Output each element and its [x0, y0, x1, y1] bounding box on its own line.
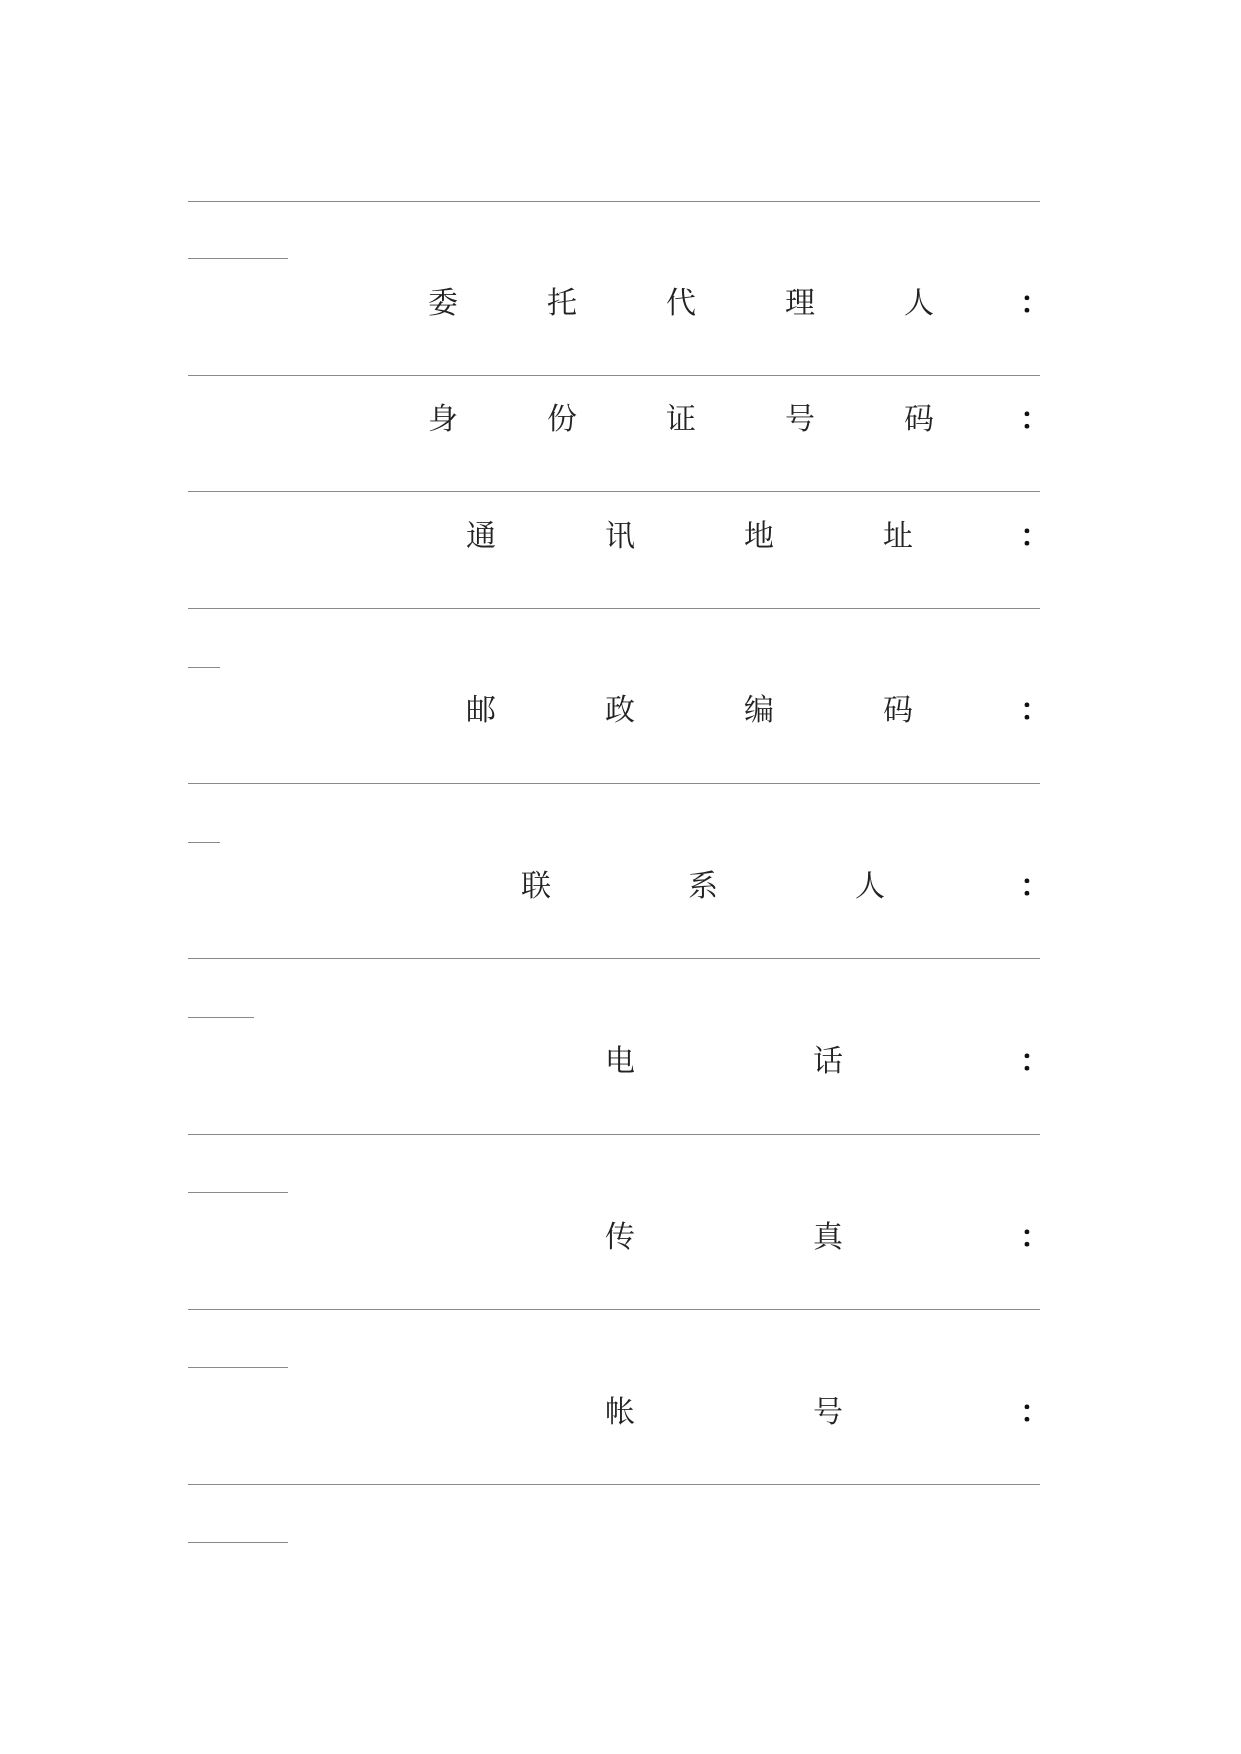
field-label-postcode	[0, 691, 1241, 731]
label-char: 真	[813, 1220, 843, 1255]
label-colon: ：	[1020, 402, 1050, 437]
account-fill-line	[188, 1484, 1040, 1485]
label-char: 讯	[605, 519, 635, 554]
field-label-contact	[0, 867, 1241, 907]
contact-fill-line-tail	[188, 1017, 254, 1018]
label-char: 系	[688, 869, 718, 904]
label-char: 传	[605, 1220, 635, 1255]
label-char: 电	[605, 1044, 635, 1079]
label-char: 人	[904, 286, 934, 321]
label-char: 委	[428, 286, 458, 321]
label-char: 码	[883, 693, 913, 728]
field-label-id-number	[0, 400, 1241, 440]
label-char: 联	[521, 869, 551, 904]
fill-line	[188, 201, 1040, 202]
label-colon: ：	[1020, 693, 1050, 728]
label-char: 编	[744, 693, 774, 728]
phone-fill-line-tail	[188, 1192, 288, 1193]
label-colon: ：	[1020, 1044, 1050, 1079]
field-label-agent	[0, 284, 1241, 324]
fill-line-tail	[188, 258, 288, 259]
label-char: 份	[547, 402, 577, 437]
account-fill-line-tail	[188, 1542, 288, 1543]
label-char: 地	[744, 519, 774, 554]
label-char: 号	[785, 402, 815, 437]
address-fill-line-tail	[188, 667, 220, 668]
field-label-fax	[0, 1218, 1241, 1258]
field-label-address	[0, 517, 1241, 557]
label-char: 身	[428, 402, 458, 437]
label-char: 址	[883, 519, 913, 554]
postcode-fill-line-tail	[188, 842, 220, 843]
postcode-fill-line	[188, 783, 1040, 784]
agent-fill-line	[188, 375, 1040, 376]
label-colon: ：	[1020, 519, 1050, 554]
label-char: 人	[855, 869, 885, 904]
label-colon: ：	[1020, 869, 1050, 904]
address-fill-line	[188, 608, 1040, 609]
id-number-fill-line	[188, 491, 1040, 492]
label-char: 代	[666, 286, 696, 321]
label-char: 号	[813, 1395, 843, 1430]
label-colon: ：	[1020, 1220, 1050, 1255]
label-char: 码	[904, 402, 934, 437]
label-char: 话	[813, 1044, 843, 1079]
fax-fill-line	[188, 1309, 1040, 1310]
label-char: 通	[466, 519, 496, 554]
phone-fill-line	[188, 1134, 1040, 1135]
label-colon: ：	[1020, 286, 1050, 321]
contact-fill-line	[188, 958, 1040, 959]
label-char: 政	[605, 693, 635, 728]
field-label-account	[0, 1393, 1241, 1433]
label-colon: ：	[1020, 1395, 1050, 1430]
field-label-phone	[0, 1042, 1241, 1082]
label-char: 邮	[466, 693, 496, 728]
label-char: 证	[666, 402, 696, 437]
label-char: 帐	[605, 1395, 635, 1430]
label-char: 理	[785, 286, 815, 321]
fax-fill-line-tail	[188, 1367, 288, 1368]
label-char: 托	[547, 286, 577, 321]
